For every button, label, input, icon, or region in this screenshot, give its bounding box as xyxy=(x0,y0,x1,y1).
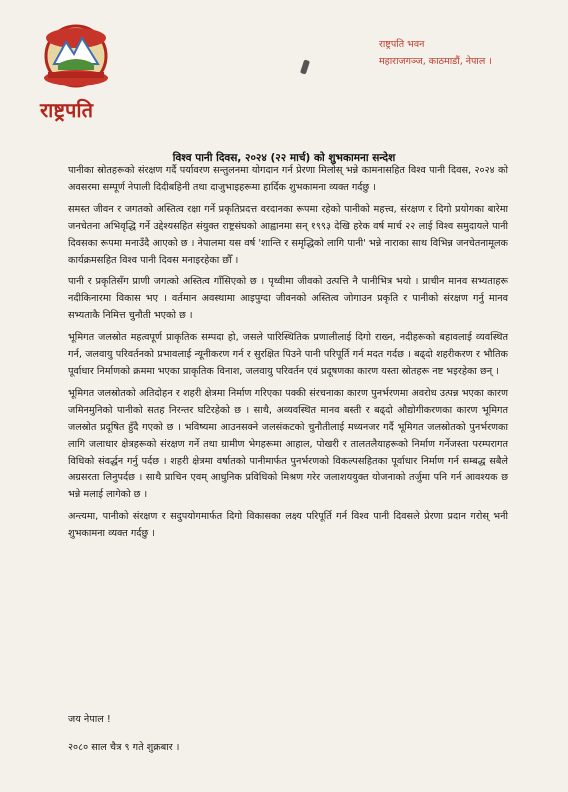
national-emblem xyxy=(34,20,118,92)
message-body xyxy=(68,163,508,548)
paragraph-6: अन्त्यमा, पानीको संरक्षण र सदुपयोगमार्फत दिगो विकासका लक्ष्य परिपूर्ति गर्न विश्व पानी दिवसले प्रेरणा प्रदान गरोस् भनी शुभकामना व्यक्त गर्दछु । xyxy=(68,511,508,540)
address-block xyxy=(379,36,492,70)
address-line-1: राष्ट्रपति भवन xyxy=(379,39,425,50)
address-line-2: महाराजगञ्ज, काठमाडौं, नेपाल । xyxy=(379,56,492,67)
message-title: विश्व पानी दिवस, २०२४ (२२ मार्च) को शुभकामना सन्देश xyxy=(172,152,396,164)
paragraph-4: भूमिगत जलस्रोत महत्वपूर्ण प्राकृतिक सम्पदा हो, जसले पारिस्थितिक प्रणालीलाई दिगो राख्न, नदीहरूको बहावलाई व्यवस्थित गर्न, जलवायु परिवर्तनको प्रभावलाई न्यूनीकरण गर्न र सुरक्षित पिउने पानी परिपूर्ति गर्न मदत गर्दछ । बढ्दो शहरीकरण र भौतिक पूर्वाधार निर्माणको क्रममा भएका प्राकृतिक विनाश, जलवायु परिवर्तन एवं प्रदूषणका कारण यस्ता स्रोतहरू नष्ट भइरहेका छन् । xyxy=(68,332,508,377)
ink-mark xyxy=(300,59,310,74)
brand-title: राष्ट्रपति xyxy=(40,98,93,122)
paragraph-3: पानी र प्रकृतिसँग प्राणी जगत्को अस्तित्व गाँसिएको छ । पृथ्वीमा जीवको उत्पत्ति नै पानीभित्र भयो । प्राचीन मानव सभ्यताहरू नदीकिनारमा विकास भए । वर्तमान अवस्थामा आइपुग्दा जीवनको अस्तित्व जोगाउन प्रकृति र पानीको संरक्षण गर्नु मानव सभ्यताकै निमित्त चुनौती भएको छ । xyxy=(68,276,508,322)
paragraph-1: पानीका स्रोतहरूको संरक्षण गर्दै पर्यावरण सन्तुलनमा योगदान गर्न प्रेरणा मिलोस् भन्ने कामनासहित विश्व पानी दिवस, २०२४ को अवसरमा सम्पूर्ण नेपाली दिदीबहिनी तथा दाजुभाइहरूमा हार्दिक शुभकामना व्यक्त गर्दछु । xyxy=(68,165,508,193)
paragraph-2: समस्त जीवन र जगतको अस्तित्व रक्षा गर्ने प्रकृतिप्रदत्त वरदानका रूपमा रहेको पानीको महत्त्व, संरक्षण र दिगो प्रयोगका बारेमा जनचेतना अभिवृद्धि गर्ने उद्देश्यसहित संयुक्त राष्ट्रसंघको आह्वानमा सन् १९९३ देखि हरेक वर्ष मार्च २२ लाई विश्व समुदायले पानी दिवसका रूपमा मनाउँदै आएको छ । नेपालमा यस वर्ष 'शान्ति र समृद्धिको लागि पानी' भन्ने नाराका साथ विभिन्न जनचेतनामूलक कार्यक्रमसहित विश्व पानी दिवस मनाइरहेका छौँ । xyxy=(68,203,508,266)
closing-salutation: जय नेपाल ! xyxy=(68,714,111,725)
paragraph-5: भूमिगत जलस्रोतको अतिदोहन र शहरी क्षेत्रमा निर्माण गरिएका पक्की संरचनाका कारण पुनर्भरणमा अवरोध उत्पन्न भएका कारण जमिनमुनिको पानीको सतह निरन्तर घटिरहेको छ । साथै, अव्यवस्थित मानव बस्ती र बढ्दो औद्योगीकरणका कारण भूमिगत जलस्रोत प्रदूषित हुँदै गएको छ । भविष्यमा आउनसक्ने जलसंकटको चुनौतीलाई मध्यनजर गर्दै भूमिगत जलस्रोतको पुनर्भरणका लागि जलाधार क्षेत्रहरूको संरक्षण गर्ने तथा ग्रामीण भेगहरूमा आहाल, पोखरी र तालतलैयाहरूको निर्माण गर्नेजस्ता परम्परागत विधिको संवर्द्धन गर्नु पर्दछ । शहरी क्षेत्रमा वर्षातको पानीमार्फत पुनर्भरणको विकल्पसहितका पूर्वाधार निर्माण गर्न सम्बद्ध सबैले अग्रसरता लिनुपर्दछ । साथै प्राचिन एवम् आधुनिक प्रविधिको मिश्रण गरेर जलाशययुक्त योजनाको तर्जुमा पनि गर्न आवश्यक छ भन्ने मलाई लागेको छ । xyxy=(68,387,508,501)
message-date: २०८० साल चैत्र ९ गते शुक्रबार । xyxy=(68,742,180,753)
